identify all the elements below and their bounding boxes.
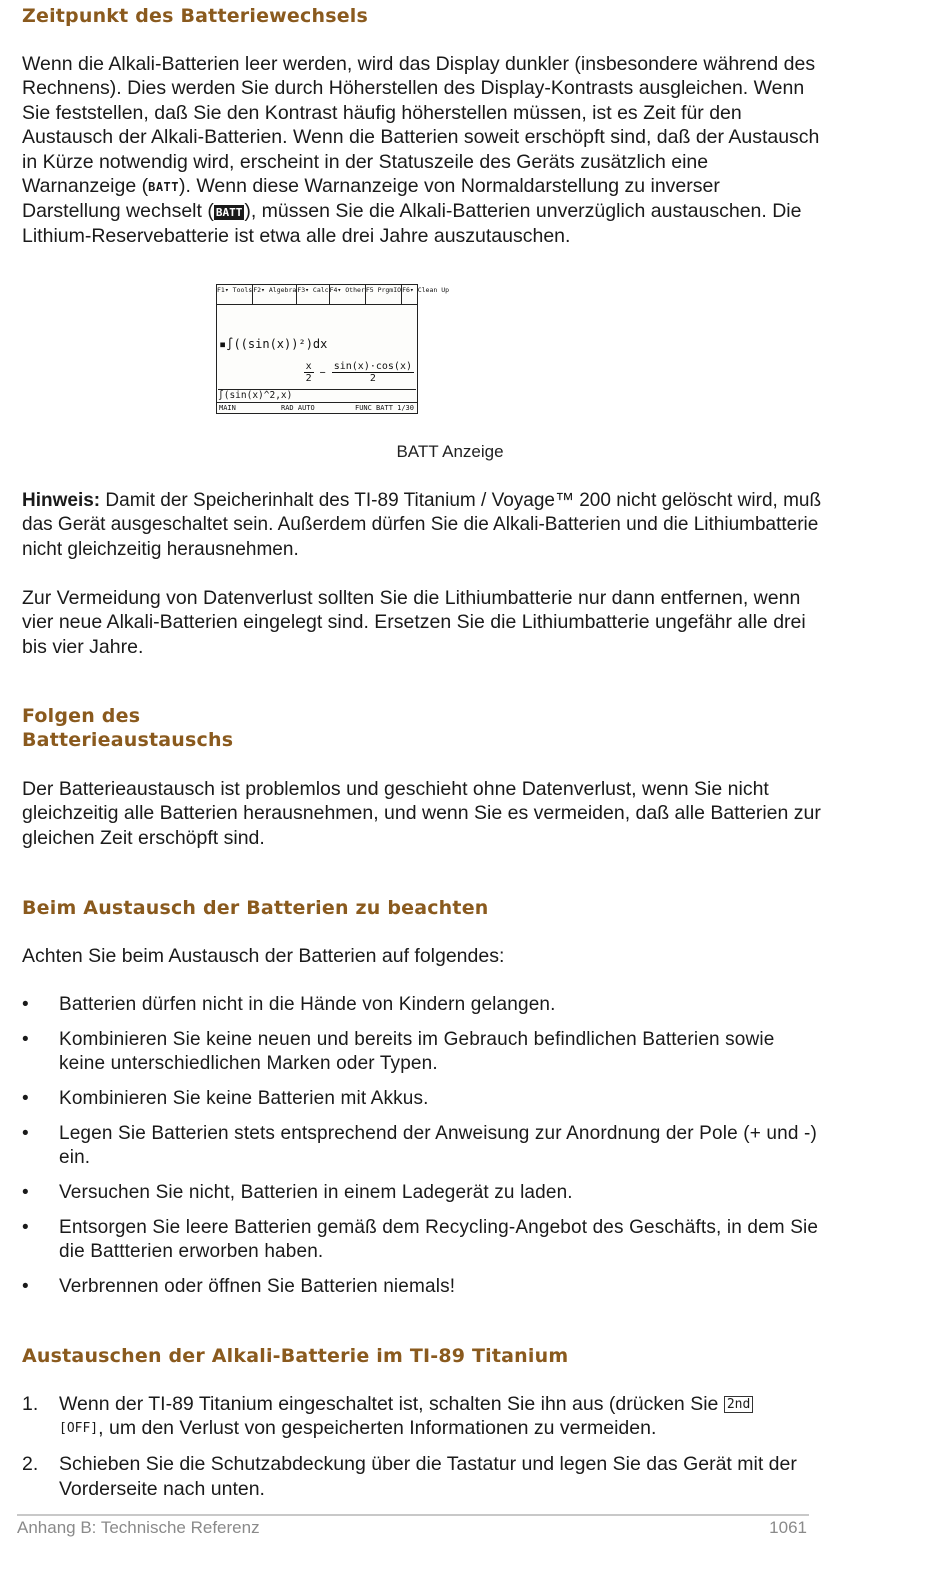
list-item	[22, 1275, 822, 1299]
lithium-paragraph: Zur Vermeidung von Datenverlust sollten Sie die Lithiumbatterie nur dann entfernen, wenn vier neue Alkali-Batterien eingelegt sind. Ersetzen Sie die Lithiumbatterie ungefähr alle drei bis vier Jahre.	[22, 587, 806, 658]
bullet-marker: •	[22, 1028, 29, 1050]
bullet-marker: •	[22, 1182, 29, 1203]
figure-caption: BATT Anzeige	[396, 442, 504, 461]
list-item	[22, 1028, 822, 1077]
step-number: 1.	[22, 1393, 39, 1415]
screen-entry-line: ∫(sin(x)^2,x)	[218, 389, 416, 401]
screen-history	[217, 305, 417, 395]
note-label: Hinweis:	[22, 490, 101, 511]
note-text: Damit der Speicherinhalt des TI-89 Titanium / Voyage™ 200 nicht gelöscht wird, muß das Gerät ausgeschaltet sein. Außerdem dürfen Sie die Alkali-Batterien und die Lithiumbatterie nicht gleichzeitig herausnehmen.	[22, 490, 822, 560]
result-minus: −	[319, 367, 326, 379]
section-heading-austauschen: Austauschen der Alkali-Batterie im TI-89 Titanium	[22, 1345, 569, 1367]
list-item-text: Legen Sie Batterien stets entsprechend der Anweisung zur Anordnung der Pole (+ und -) ein.	[59, 1122, 817, 1169]
battery-precautions-list	[22, 993, 822, 1310]
result-fraction-2	[332, 361, 414, 384]
screen-result	[304, 361, 414, 384]
step-number: 2.	[22, 1453, 39, 1476]
screen-toolbar-f5: F5 PrgmIO	[366, 285, 402, 304]
screen-status-bar	[217, 402, 417, 413]
status-batt: FUNC BATT 1/30	[354, 404, 414, 412]
status-mode: RAD AUTO	[281, 404, 315, 412]
footer-chapter-title: Anhang B: Technische Referenz	[17, 1518, 260, 1537]
screen-toolbar-f6: F6▾ Clean Up	[402, 286, 450, 294]
bullet-marker: •	[22, 1088, 29, 1109]
folgen-paragraph: Der Batterieaustausch ist problemlos und geschieht ohne Datenverlust, wenn Sie nicht gleichzeitig alle Batterien herausnehmen, und wenn Sie es vermeiden, daß alle Batterien zur gleichen Zeit erschöpft sind.	[22, 778, 821, 849]
result-den-2: 2	[369, 373, 376, 384]
bullet-marker: •	[22, 1276, 29, 1297]
screen-toolbar-f3: F3▾ Calc	[297, 285, 329, 304]
status-main: MAIN	[219, 404, 236, 412]
achten-paragraph: Achten Sie beim Austausch der Batterien auf folgendes:	[22, 945, 505, 967]
key-2nd-icon: 2nd	[724, 1396, 753, 1413]
screen-toolbar	[217, 285, 450, 305]
bullet-marker: •	[22, 1122, 29, 1144]
list-item-text: Versuchen Sie nicht, Batterien in einem Ladegerät zu laden.	[59, 1182, 573, 1203]
intro-text-1: Wenn die Alkali-Batterien leer werden, wird das Display dunkler (insbesondere während des Rechnens). Dies werden Sie durch Höherstellen des Display-Kontrasts ausgleichen. Wenn Sie feststellen, daß Sie den Kontrast häufig höherstellen müssen, ist es Zeit für den Austausch der Alkali-Batterien. Wenn die Batterien soweit erschöpft sind, daß der Austausch in Kürze notwendig wird, erscheint in der Statuszeile des Geräts zusätzlich eine Warnanzeige (	[22, 53, 820, 198]
list-item-text: Kombinieren Sie keine neuen und bereits im Gebrauch befindlichen Batterien sowie keine unterschiedlichen Marken oder Typen.	[59, 1028, 775, 1075]
list-item	[22, 1216, 822, 1265]
replacement-steps-list	[22, 1392, 822, 1511]
intro-text-3: ), müssen Sie die Alkali-Batterien unverzüglich austauschen. Die Lithium-Reservebatterie ist etwa alle drei Jahre auszutauschen.	[22, 200, 802, 247]
bullet-marker: •	[22, 1216, 29, 1238]
screen-toolbar-f4: F4▾ Other	[330, 285, 366, 304]
list-item	[22, 1122, 822, 1171]
step-2-text: Schieben Sie die Schutzabdeckung über die Tastatur und legen Sie das Gerät mit der Vorderseite nach unten.	[59, 1453, 797, 1500]
section-heading-folgen	[22, 704, 233, 752]
note-paragraph	[22, 489, 822, 562]
list-item-text: Kombinieren Sie keine Batterien mit Akkus.	[59, 1088, 429, 1109]
screen-expression: ▪∫((sin(x))²)dx	[219, 337, 328, 351]
section-heading-batteriewechsel: Zeitpunkt des Batteriewechsels	[22, 5, 369, 27]
result-num-1: x	[305, 361, 312, 372]
footer-divider	[17, 1514, 809, 1516]
list-item	[22, 1087, 822, 1111]
batt-indicator-normal: BATT	[148, 180, 179, 195]
screen-toolbar-f2: F2▾ Algebra	[253, 285, 297, 304]
list-item	[22, 993, 822, 1017]
intro-paragraph	[22, 52, 822, 248]
section-heading-folgen-line2: Batterieaustauschs	[22, 729, 234, 751]
result-den-1: 2	[305, 373, 312, 384]
result-fraction-1	[304, 361, 314, 384]
list-item	[22, 1181, 822, 1205]
list-item-text: Batterien dürfen nicht in die Hände von Kindern gelangen.	[59, 994, 556, 1015]
result-num-2: sin(x)·cos(x)	[333, 361, 412, 372]
intro-text-2: ). Wenn diese Warnanzeige von Normaldarstellung zu inverser Darstellung wechselt (	[22, 175, 720, 223]
list-item-text: Entsorgen Sie leere Batterien gemäß dem Recycling-Angebot des Geschäfts, in dem Sie die Battterien erworben haben.	[59, 1216, 819, 1263]
step-1-text-b: , um den Verlust von gespeicherten Informationen zu vermeiden.	[98, 1417, 657, 1440]
step-1-text-a: Wenn der TI-89 Titanium eingeschaltet ist, schalten Sie ihn aus (drücken Sie	[59, 1393, 724, 1415]
key-off-icon: [OFF]	[59, 1421, 99, 1437]
screen-toolbar-f1: F1▾ Tools	[217, 285, 253, 304]
step-item	[22, 1392, 822, 1442]
batt-indicator-inverse: BATT	[215, 206, 243, 220]
section-heading-beachten: Beim Austausch der Batterien zu beachten	[22, 897, 489, 919]
bullet-marker: •	[22, 994, 29, 1015]
list-item-text: Verbrennen oder öffnen Sie Batterien niemals!	[59, 1276, 456, 1297]
calculator-screen-image	[216, 284, 450, 414]
page-number: 1061	[769, 1518, 807, 1537]
section-heading-folgen-line1: Folgen des	[22, 705, 141, 727]
step-item	[22, 1452, 822, 1501]
